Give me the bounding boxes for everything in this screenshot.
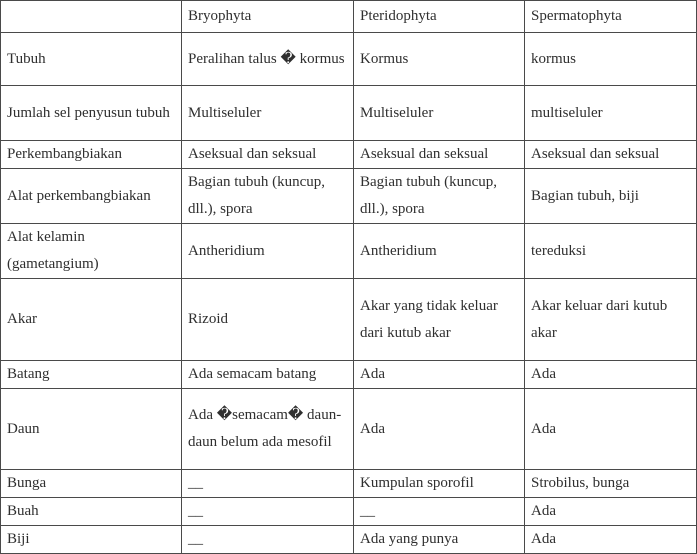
pteridophyta-cell: Kormus [354, 33, 525, 86]
table-row [1, 33, 697, 86]
spermatophyta-cell: Ada [525, 526, 697, 554]
header-cell-empty [1, 1, 182, 33]
bryophyta-cell: __ [182, 470, 354, 498]
pteridophyta-cell: Ada [354, 361, 525, 389]
row-label-cell: Bunga [1, 470, 182, 498]
pteridophyta-cell: Bagian tubuh (kuncup, dll.), spora [354, 169, 525, 224]
bryophyta-cell: __ [182, 498, 354, 526]
row-label-cell: Batang [1, 361, 182, 389]
row-label-cell: Alat kelamin (gametangium) [1, 224, 182, 279]
pteridophyta-cell: Ada [354, 389, 525, 470]
row-label-cell: Biji [1, 526, 182, 554]
spermatophyta-cell: Strobilus, bunga [525, 470, 697, 498]
bryophyta-cell: __ [182, 526, 354, 554]
spermatophyta-cell: multiseluler [525, 86, 697, 141]
bryophyta-cell: Aseksual dan seksual [182, 141, 354, 169]
header-cell-spermatophyta: Spermatophyta [525, 1, 697, 33]
bryophyta-cell: Peralihan talus � kormus [182, 33, 354, 86]
bryophyta-cell: Antheridium [182, 224, 354, 279]
spermatophyta-cell: Ada [525, 361, 697, 389]
table-row [1, 279, 697, 361]
pteridophyta-cell: Kumpulan sporofil [354, 470, 525, 498]
row-label-cell: Alat perkembangbiakan [1, 169, 182, 224]
header-row [1, 1, 697, 33]
table-row [1, 86, 697, 141]
row-label-cell: Daun [1, 389, 182, 470]
row-label-cell: Jumlah sel penyusun tubuh [1, 86, 182, 141]
spermatophyta-cell: Ada [525, 389, 697, 470]
bryophyta-cell: Bagian tubuh (kuncup, dll.), spora [182, 169, 354, 224]
spermatophyta-cell: Akar keluar dari kutub akar [525, 279, 697, 361]
spermatophyta-cell: Aseksual dan seksual [525, 141, 697, 169]
table-row [1, 526, 697, 554]
bryophyta-cell: Ada semacam batang [182, 361, 354, 389]
bryophyta-cell: Multiseluler [182, 86, 354, 141]
spermatophyta-cell: tereduksi [525, 224, 697, 279]
table-row [1, 141, 697, 169]
header-cell-bryophyta: Bryophyta [182, 1, 354, 33]
bryophyta-cell: Ada �semacam� daun-daun belum ada mesofil [182, 389, 354, 470]
table-row [1, 470, 697, 498]
pteridophyta-cell: Antheridium [354, 224, 525, 279]
pteridophyta-cell: __ [354, 498, 525, 526]
bryophyta-cell: Rizoid [182, 279, 354, 361]
table-row [1, 389, 697, 470]
pteridophyta-cell: Multiseluler [354, 86, 525, 141]
pteridophyta-cell: Ada yang punya [354, 526, 525, 554]
row-label-cell: Buah [1, 498, 182, 526]
spermatophyta-cell: Bagian tubuh, biji [525, 169, 697, 224]
spermatophyta-cell: kormus [525, 33, 697, 86]
table-row [1, 361, 697, 389]
table-row [1, 498, 697, 526]
row-label-cell: Tubuh [1, 33, 182, 86]
pteridophyta-cell: Akar yang tidak keluar dari kutub akar [354, 279, 525, 361]
row-label-cell: Akar [1, 279, 182, 361]
pteridophyta-cell: Aseksual dan seksual [354, 141, 525, 169]
row-label-cell: Perkembangbiakan [1, 141, 182, 169]
table-row [1, 224, 697, 279]
table-row [1, 169, 697, 224]
spermatophyta-cell: Ada [525, 498, 697, 526]
header-cell-pteridophyta: Pteridophyta [354, 1, 525, 33]
